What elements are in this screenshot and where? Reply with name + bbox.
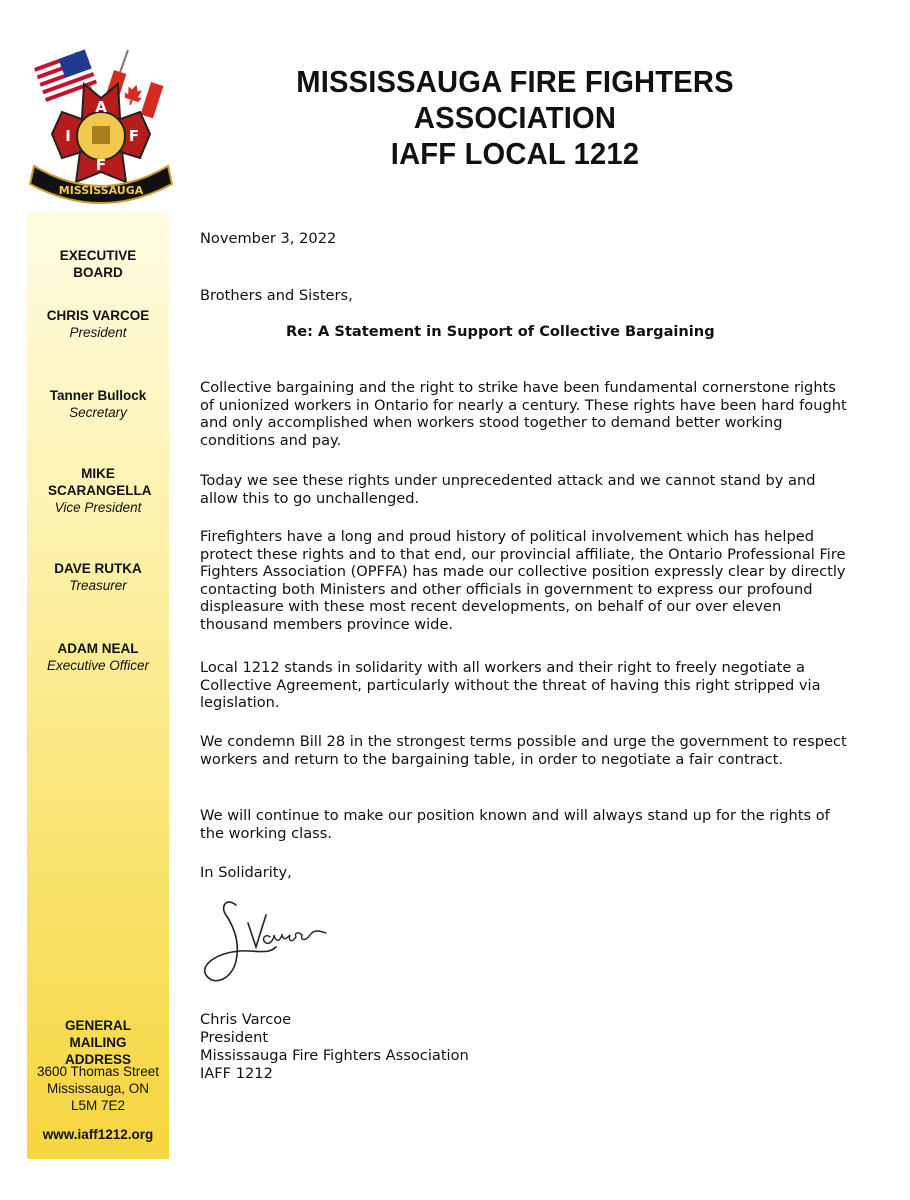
letter-closing: In Solidarity, [200, 864, 292, 881]
logo-letter-a: A [95, 98, 107, 116]
member-role: Treasurer [69, 578, 127, 593]
logo-banner: MISSISSAUGA [58, 184, 144, 197]
member-vice-president [27, 465, 169, 516]
signer-title: President [200, 1029, 269, 1046]
address-line: Mississauga, ON [46, 1081, 150, 1096]
signer-organization: Mississauga Fire Fighters Association [200, 1047, 469, 1064]
member-name: Tanner Bullock [49, 388, 147, 403]
letter-greeting: Brothers and Sisters, [200, 287, 353, 304]
paragraph-1: Collective bargaining and the right to strike have been fundamental cornerstone rights of unionized workers in Ontario for nearly a century. These rights have been hard fought and only accomplished when workers stood together to demand better working conditions and pay. [200, 379, 847, 449]
logo-letter-f2: F [95, 156, 107, 174]
mailing-heading: GENERAL MAILING ADDRESS [64, 1018, 131, 1067]
member-secretary [27, 387, 169, 421]
member-role: Executive Officer [46, 658, 150, 673]
letter-date: November 3, 2022 [200, 230, 337, 247]
member-president [27, 307, 169, 341]
member-name: MIKE SCARANGELLA [48, 466, 152, 498]
member-executive-officer [27, 640, 169, 674]
member-name: ADAM NEAL [57, 641, 139, 656]
address-line: 3600 Thomas Street [36, 1064, 160, 1079]
signer-name: Chris Varcoe [200, 1011, 292, 1028]
paragraph-2: Today we see these rights under unprecedented attack and we cannot stand by and allow this to go unchallenged. [200, 472, 816, 507]
logo-letter-i: I [65, 127, 71, 145]
signer-block [200, 1011, 850, 1083]
paragraph-4: Local 1212 stands in solidarity with all workers and their right to freely negotiate a Collective Agreement, particularly without the threat of having this right stripped via legislation. [200, 659, 821, 712]
association-name: MISSISSAUGA FIRE FIGHTERS ASSOCIATION [296, 64, 734, 135]
letter-subject: Re: A Statement in Support of Collective Bargaining [286, 323, 715, 340]
iaff-maltese-cross-logo-icon [28, 46, 174, 206]
logo-letter-f1: F [128, 127, 140, 145]
local-number: IAFF LOCAL 1212 [390, 136, 640, 171]
iaff-logo [28, 46, 174, 206]
executive-sidebar [27, 213, 169, 1159]
signer-local: IAFF 1212 [200, 1065, 273, 1082]
letterhead-title [180, 64, 850, 172]
address-line: L5M 7E2 [70, 1098, 126, 1113]
paragraph-5: We condemn Bill 28 in the strongest terms possible and urge the government to respect workers and return to the bargaining table, in order to negotiate a fair contract. [200, 733, 847, 768]
website-link[interactable]: www.iaff1212.org [42, 1127, 154, 1142]
member-name: CHRIS VARCOE [46, 308, 150, 323]
member-role: President [69, 325, 127, 340]
handwritten-signature-icon [196, 893, 356, 993]
member-name: DAVE RUTKA [54, 561, 142, 576]
mailing-address [27, 1063, 169, 1114]
member-role: Vice President [54, 500, 142, 515]
member-treasurer [27, 560, 169, 594]
paragraph-6: We will continue to make our position known and will always stand up for the rights of the working class. [200, 807, 830, 842]
member-role: Secretary [69, 405, 127, 420]
paragraph-3: Firefighters have a long and proud history of political involvement which has helped protect these rights and to that end, our provincial affiliate, the Ontario Professional Fire Fighters Association (OPFFA) has made our collective position expressly clear by directly contacting both Ministers and other officials in government to express our profound displeasure with these most recent developments, on behalf of our over eleven thousand members province wide. [200, 528, 846, 633]
executive-board-heading: EXECUTIVE BOARD [59, 248, 137, 280]
signature [196, 893, 356, 993]
